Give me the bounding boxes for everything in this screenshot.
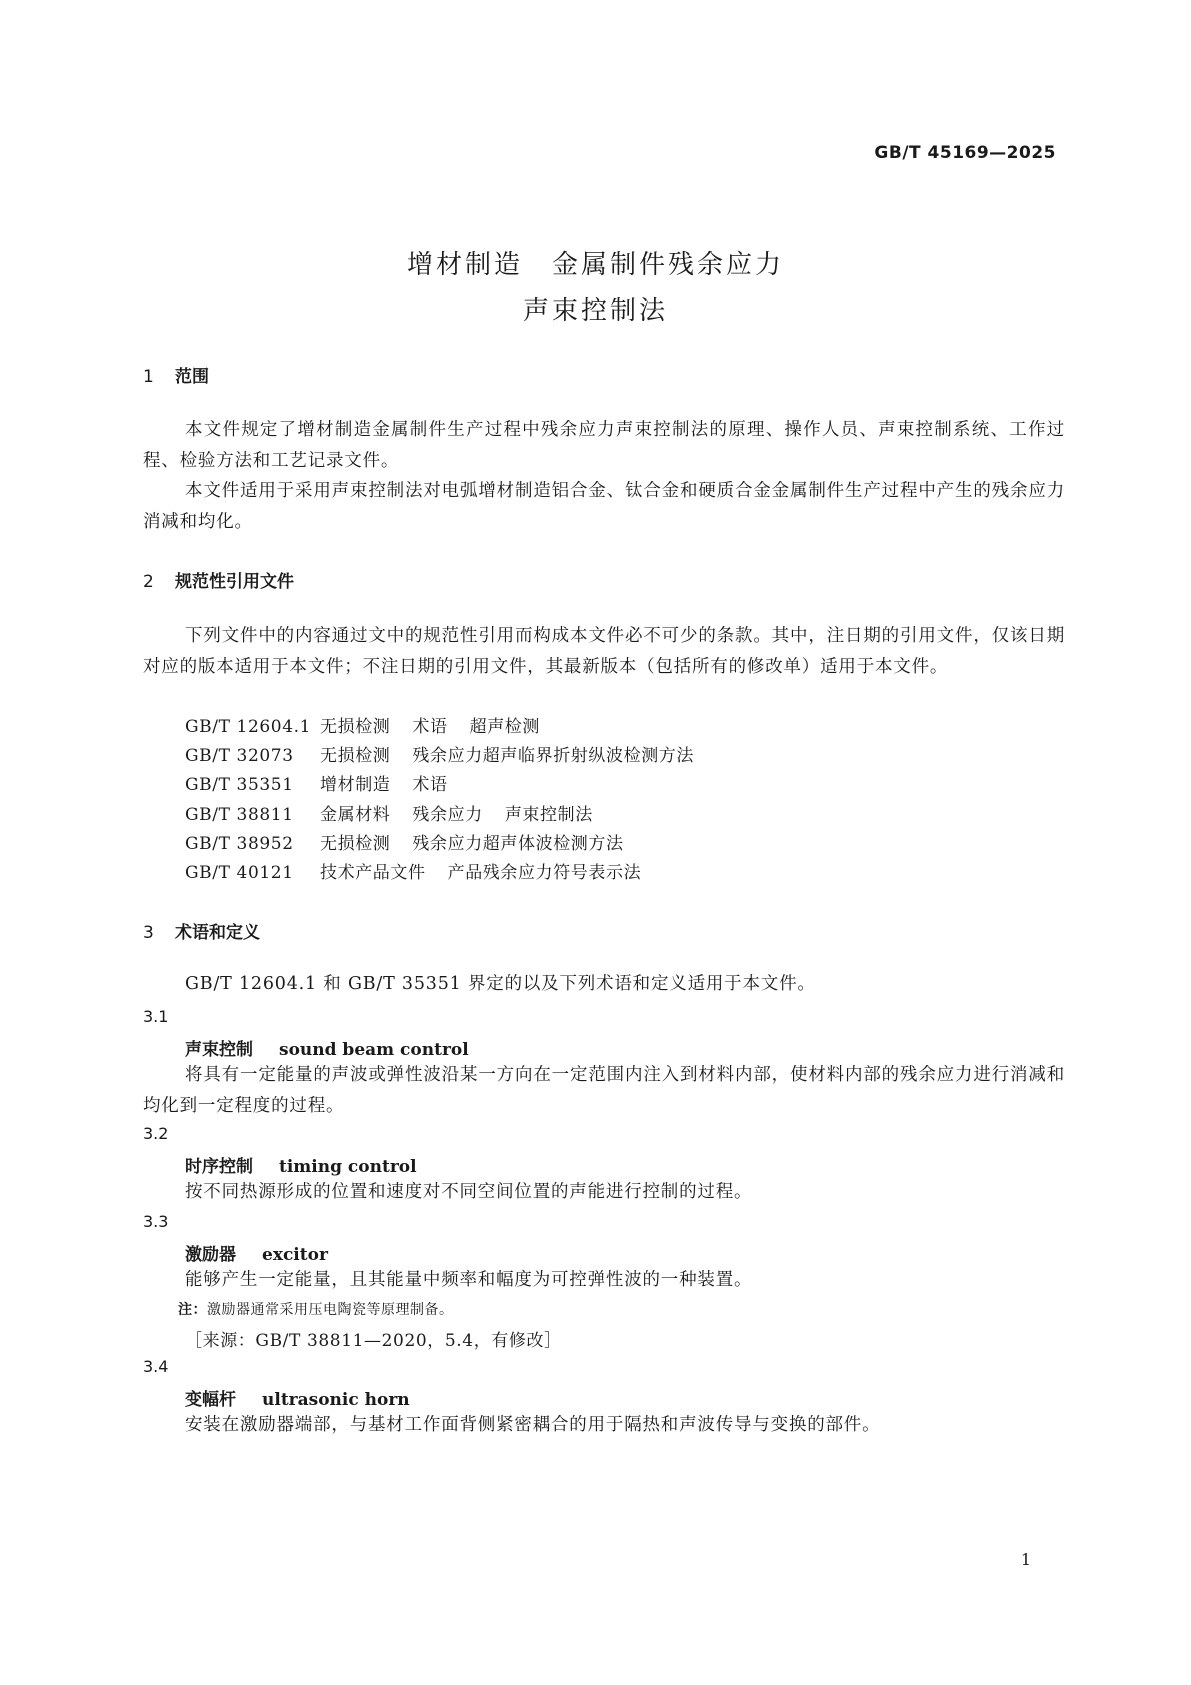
- section-title: 术语和定义: [175, 923, 260, 943]
- reference-row: [185, 741, 694, 766]
- term-name: [185, 1035, 469, 1060]
- section-title: 规范性引用文件: [175, 572, 294, 592]
- reference-row: [185, 770, 448, 795]
- term-name-zh: 声束控制: [185, 1040, 253, 1060]
- reference-row: [185, 829, 624, 854]
- note-label: 注：: [178, 1302, 207, 1318]
- section-title: 范围: [175, 367, 209, 387]
- reference-title-part: 超声检测: [469, 717, 541, 737]
- document-title-line2: 声束控制法: [522, 296, 668, 326]
- reference-title-part: 无损检测: [320, 834, 391, 854]
- term-name-en: excitor: [262, 1245, 328, 1265]
- term-name-zh: 时序控制: [185, 1157, 253, 1177]
- term-note: [178, 1299, 454, 1319]
- section-2-intro: 下列文件中的内容通过文中的规范性引用而构成本文件必不可少的条款。其中，注日期的引用文件，仅该日期对应的版本适用于本文件；不注日期的引用文件，其最新版本（包括所有的修改单）适用于本文件。: [143, 626, 1065, 677]
- term-definition: 按不同热源形成的位置和速度对不同空间位置的声能进行控制的过程。: [185, 1182, 753, 1202]
- reference-code: GB/T 32073: [185, 746, 294, 766]
- reference-title-part: 增材制造: [320, 775, 391, 795]
- reference-title-part: 无损检测: [320, 717, 391, 737]
- term-name-en: sound beam control: [279, 1040, 469, 1060]
- reference-code: GB/T 12604.1: [185, 717, 312, 737]
- section-2-heading: [143, 567, 294, 592]
- term-name-en: ultrasonic horn: [262, 1390, 410, 1410]
- reference-title-part: 技术产品文件: [320, 863, 426, 883]
- reference-row: [185, 858, 641, 883]
- term-number: 3.4: [143, 1357, 169, 1376]
- page-number: 1: [1020, 1550, 1031, 1569]
- reference-title-part: 金属材料: [320, 805, 391, 825]
- section-number: 3: [143, 923, 154, 943]
- reference-code: GB/T 38952: [185, 834, 294, 854]
- section-1-paragraph: 本文件规定了增材制造金属制件生产过程中残余应力声束控制法的原理、操作人员、声束控制系统、工作过程、检验方法和工艺记录文件。: [143, 420, 1065, 471]
- section-number: 1: [143, 367, 154, 387]
- section-number: 2: [143, 572, 154, 592]
- term-number: 3.1: [143, 1007, 169, 1026]
- reference-title-part: 产品残余应力符号表示法: [447, 863, 642, 883]
- reference-title-part: 残余应力超声临界折射纵波检测方法: [412, 746, 695, 766]
- term-definition: 安装在激励器端部，与基材工作面背侧紧密耦合的用于隔热和声波传导与变换的部件。: [185, 1415, 881, 1435]
- reference-title-part: 术语: [412, 717, 448, 737]
- reference-title-part: 无损检测: [320, 746, 391, 766]
- reference-code: GB/T 38811: [185, 805, 294, 825]
- term-name-zh: 变幅杆: [185, 1390, 236, 1410]
- section-3-heading: [143, 918, 260, 943]
- term-definition: 将具有一定能量的声波或弹性波沿某一方向在一定范围内注入到材料内部，使材料内部的残余应力进行消减和均化到一定程度的过程。: [143, 1065, 1065, 1116]
- term-name-zh: 激励器: [185, 1245, 236, 1265]
- term-number: 3.2: [143, 1124, 169, 1143]
- document-title-line1: 增材制造 金属制件残余应力: [406, 250, 784, 280]
- reference-code: GB/T 35351: [185, 775, 294, 795]
- term-name-en: timing control: [279, 1157, 417, 1177]
- standard-code: GB/T 45169—2025: [874, 143, 1056, 163]
- reference-title-part: 残余应力超声体波检测方法: [412, 834, 624, 854]
- reference-code: GB/T 40121: [185, 863, 294, 883]
- reference-row: [185, 712, 540, 737]
- section-1-paragraph: 本文件适用于采用声束控制法对电弧增材制造铝合金、钛合金和硬质合金金属制件生产过程中产生的残余应力消减和均化。: [143, 481, 1065, 532]
- reference-title-part: 术语: [412, 775, 448, 795]
- term-source: ［来源：GB/T 38811—2020，5.4，有修改］: [185, 1331, 562, 1351]
- section-1-heading: [143, 362, 209, 387]
- section-3-intro: GB/T 12604.1 和 GB/T 35351 界定的以及下列术语和定义适用于本文件。: [185, 974, 816, 994]
- term-definition: 能够产生一定能量，且其能量中频率和幅度为可控弹性波的一种装置。: [185, 1270, 753, 1290]
- reference-title-part: 声束控制法: [504, 805, 593, 825]
- note-text: 激励器通常采用压电陶瓷等原理制备。: [207, 1302, 454, 1318]
- term-name: [185, 1240, 328, 1265]
- term-name: [185, 1152, 417, 1177]
- reference-title-part: 残余应力: [412, 805, 483, 825]
- term-name: [185, 1385, 410, 1410]
- term-number: 3.3: [143, 1212, 169, 1231]
- reference-row: [185, 800, 593, 825]
